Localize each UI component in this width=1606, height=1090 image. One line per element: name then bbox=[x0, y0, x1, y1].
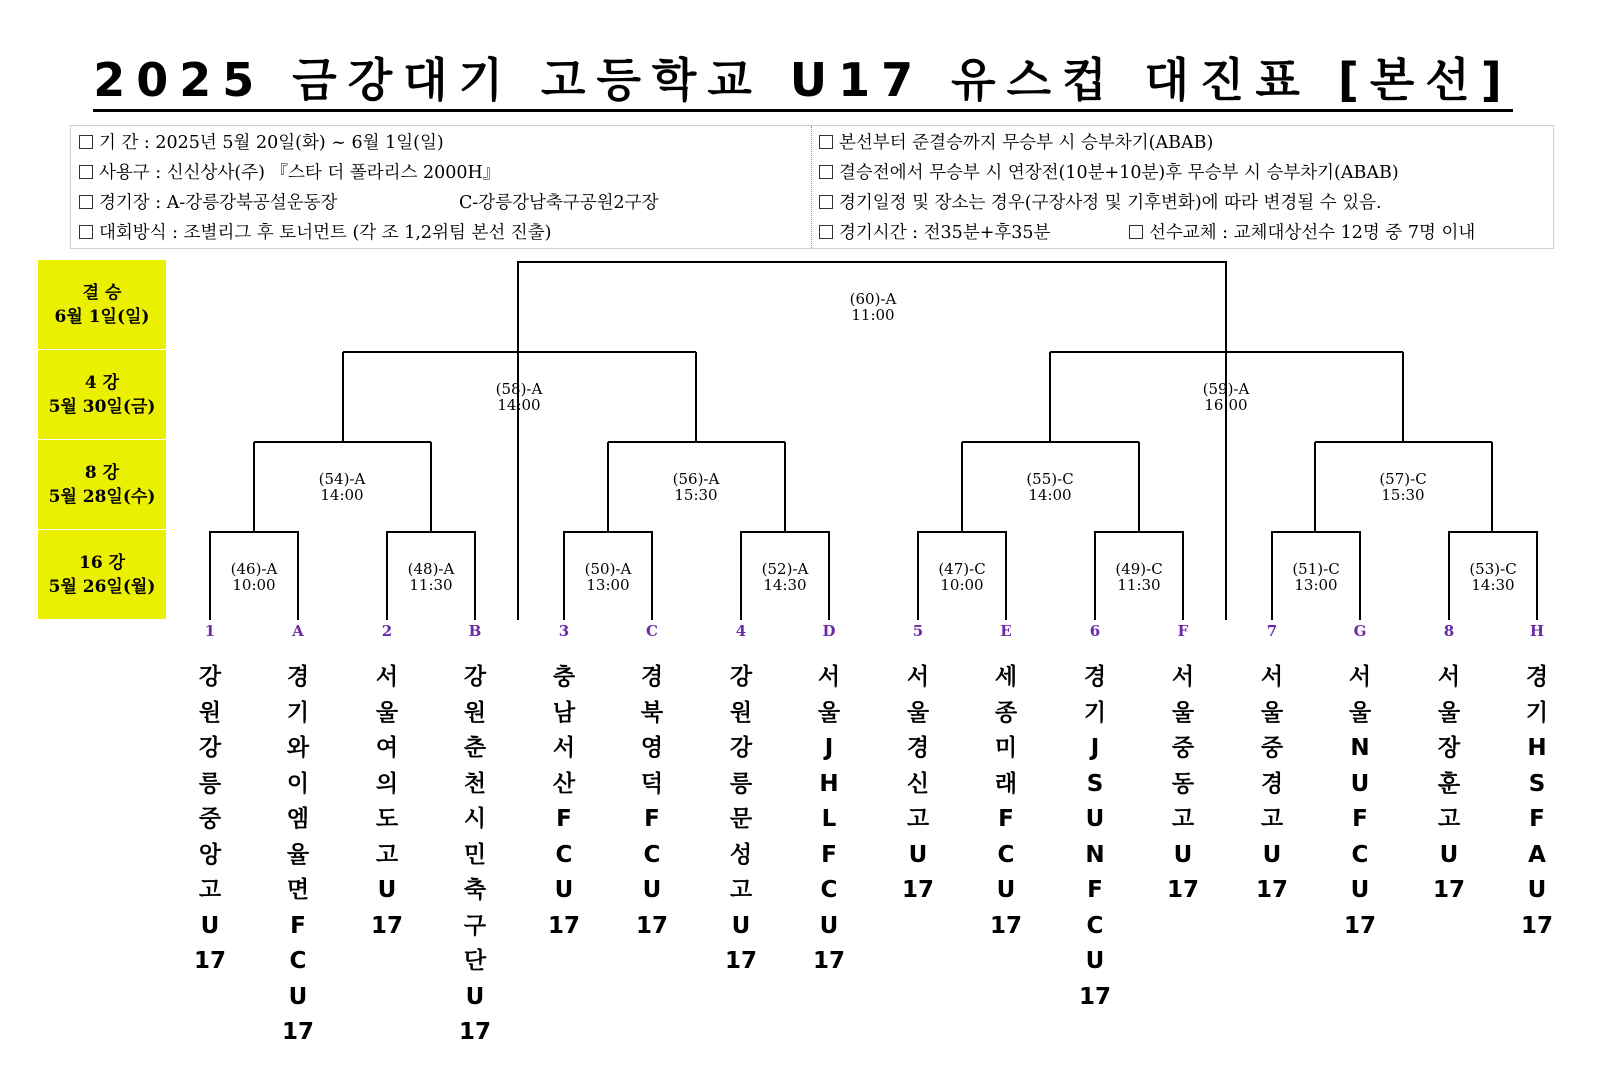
info-ball: 사용구 : 신신상사(주) 『스타 더 폴라리스 2000H』 bbox=[79, 158, 804, 188]
team-seed: 1 bbox=[204, 622, 216, 640]
team-name: 강 원 강 릉 문 성 고 U 17 bbox=[724, 664, 757, 974]
team-name: 경 기 H S F A U 17 bbox=[1520, 664, 1553, 939]
team-seed: F bbox=[1177, 622, 1189, 640]
team-name: 강 원 강 릉 중 앙 고 U 17 bbox=[193, 664, 226, 974]
team-name: 세 종 미 래 F C U 17 bbox=[989, 664, 1022, 939]
team-name: 서 울 중 동 고 U 17 bbox=[1166, 664, 1199, 903]
match-52: (52)-A 14:30 bbox=[761, 560, 809, 594]
round-16: 16 강 5월 26일(월) bbox=[38, 530, 166, 620]
team-name: 경 기 와 이 엠 율 면 F C U 17 bbox=[281, 664, 314, 1045]
team-seed: 2 bbox=[381, 622, 393, 640]
info-venue: 경기장 : A-강릉강북공설운동장 C-강릉강남축구공원2구장 bbox=[79, 188, 804, 218]
match-54: (54)-A 14:00 bbox=[318, 470, 366, 504]
team-name: 서 울 장 훈 고 U 17 bbox=[1432, 664, 1465, 903]
match-50: (50)-A 13:00 bbox=[584, 560, 632, 594]
team-name: 경 기 J S U N F C U 17 bbox=[1078, 664, 1111, 1010]
match-47: (47)-C 10:00 bbox=[938, 560, 986, 594]
team-seed: 5 bbox=[912, 622, 924, 640]
match-48: (48)-A 11:30 bbox=[407, 560, 455, 594]
info-venue-c: C-강릉강남축구공원2구장 bbox=[459, 193, 659, 213]
info-period: 기 간 : 2025년 5월 20일(화) ~ 6월 1일(일) bbox=[79, 128, 804, 158]
round-semifinal: 4 강 5월 30일(금) bbox=[38, 350, 166, 440]
match-51: (51)-C 13:00 bbox=[1292, 560, 1340, 594]
match-46: (46)-A 10:00 bbox=[230, 560, 278, 594]
team-name: 서 울 여 의 도 고 U 17 bbox=[370, 664, 403, 939]
info-rule1: 본선부터 준결승까지 무승부 시 승부차기(ABAB) bbox=[819, 128, 1549, 158]
team-seed: 8 bbox=[1443, 622, 1455, 640]
team-name: 경 북 영 덕 F C U 17 bbox=[635, 664, 668, 939]
team-seed: 3 bbox=[558, 622, 570, 640]
team-seed: C bbox=[646, 622, 658, 640]
team-seed: 7 bbox=[1266, 622, 1278, 640]
team-seed: 4 bbox=[735, 622, 747, 640]
round-final: 결 승 6월 1일(일) bbox=[38, 260, 166, 350]
match-56: (56)-A 15:30 bbox=[672, 470, 720, 504]
match-59: (59)-A 16:00 bbox=[1202, 380, 1250, 414]
team-name: 강 원 춘 천 시 민 축 구 단 U 17 bbox=[458, 664, 491, 1045]
team-name: 서 울 N U F C U 17 bbox=[1343, 664, 1376, 939]
match-53: (53)-C 14:30 bbox=[1469, 560, 1517, 594]
team-seed: 6 bbox=[1089, 622, 1101, 640]
team-seed: G bbox=[1353, 622, 1367, 640]
match-60: (60)-A 11:00 bbox=[849, 290, 897, 324]
team-seed: H bbox=[1529, 622, 1545, 640]
team-name: 서 울 경 신 고 U 17 bbox=[901, 664, 934, 903]
info-subs: 선수교체 : 교체대상선수 12명 중 7명 이내 bbox=[1129, 218, 1475, 248]
info-format: 대회방식 : 조별리그 후 토너먼트 (각 조 1,2위팀 본선 진출) bbox=[79, 218, 804, 248]
match-58: (58)-A 14:00 bbox=[495, 380, 543, 414]
team-name: 서 울 J H L F C U 17 bbox=[812, 664, 845, 974]
round-quarterfinal: 8 강 5월 28일(수) bbox=[38, 440, 166, 530]
team-name: 서 울 중 경 고 U 17 bbox=[1255, 664, 1288, 903]
team-name: 충 남 서 산 F C U 17 bbox=[547, 664, 580, 939]
team-seed: D bbox=[822, 622, 836, 640]
info-rule2: 결승전에서 무승부 시 연장전(10분+10분)후 무승부 시 승부차기(ABAB) bbox=[819, 158, 1549, 188]
match-55: (55)-C 14:00 bbox=[1026, 470, 1074, 504]
match-57: (57)-C 15:30 bbox=[1379, 470, 1427, 504]
team-seed: E bbox=[1000, 622, 1012, 640]
match-49: (49)-C 11:30 bbox=[1115, 560, 1163, 594]
info-rule3: 경기일정 및 장소는 경우(구장사정 및 기후변화)에 따라 변경될 수 있음. bbox=[819, 188, 1549, 218]
team-seed: A bbox=[292, 622, 304, 640]
info-time: 경기시간 : 전35분+후35분 선수교체 : 교체대상선수 12명 중 7명 이내 bbox=[819, 218, 1549, 248]
title-text: 2025 금강대기 고등학교 U17 유스컵 대진표 [본선] bbox=[93, 53, 1513, 112]
team-seed: B bbox=[468, 622, 482, 640]
